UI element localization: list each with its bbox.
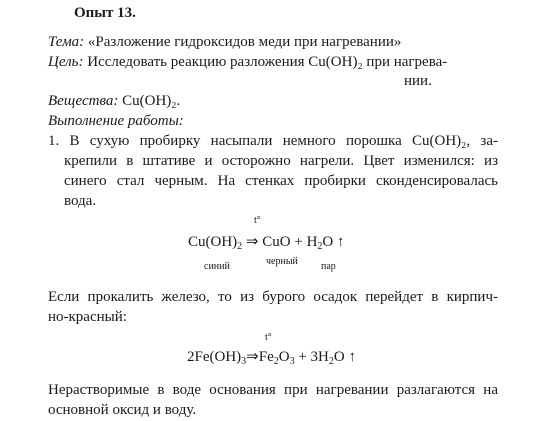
eq1-arrow: ⇒: [245, 234, 259, 250]
eq2-p1: Fe: [258, 349, 274, 365]
eq2-condition: t°: [265, 332, 272, 343]
step1-line-1: 1. В сухую пробирку насыпали немного порошка Cu(OH)₂, за-: [48, 133, 498, 149]
goal-text-1: Исследовать реакцию разложения Cu(OH)₂ при нагрева-: [87, 54, 448, 70]
eq2-p1-mid: O: [278, 349, 290, 365]
para2-line-1: Если прокалить железо, то из бурого осадок перейдет в кирпич-: [48, 289, 498, 305]
eq2-gas-arrow: ↑: [348, 349, 356, 365]
eq1-condition: t°: [254, 215, 261, 226]
eq1-reactant: Cu(OH): [188, 234, 238, 250]
topic-text: «Разложение гидроксидов меди при нагревании»: [84, 34, 402, 50]
eq2: [187, 347, 356, 367]
conclusion-line-2: основной оксид и воду.: [48, 402, 197, 418]
eq1: [188, 232, 345, 252]
substances-label: Вещества:: [48, 93, 119, 109]
eq2-left-sub: 3: [241, 356, 247, 367]
eq1-product2-sub: 2: [317, 241, 323, 252]
eq2-plus: +: [298, 349, 307, 365]
goal-label: Цель:: [48, 54, 84, 70]
eq1-label-reactant: синий: [204, 261, 230, 272]
eq1-product2: H: [306, 234, 318, 250]
eq2-p2: 3H: [310, 349, 329, 365]
step1-line-4: вода.: [64, 193, 97, 209]
eq2-arrow: ⇒: [246, 349, 259, 365]
topic-line: [48, 33, 401, 51]
experiment-title: Опыт 13.: [74, 5, 136, 21]
goal-text-2: нии.: [404, 73, 432, 89]
eq2-p1-sub1: 2: [273, 356, 279, 367]
goal-line: [48, 53, 498, 71]
eq2-left: 2Fe(OH): [187, 349, 242, 365]
eq2-p1-sub2: 3: [289, 356, 295, 367]
eq1-label-product1: черный: [266, 256, 298, 267]
step1-line-2: крепили в штативе и осторожно нагрели. Цвет изменился: из: [64, 153, 498, 169]
eq1-product2-tail: O: [322, 234, 334, 250]
substances-line: [48, 92, 180, 110]
substances-text: Cu(OH)₂.: [118, 93, 181, 109]
eq1-label-product2: пар: [321, 261, 336, 272]
eq1-gas-arrow: ↑: [337, 234, 345, 250]
step1-line-3: синего стал черным. На стенках пробирки сконденсировалась: [64, 173, 498, 189]
topic-label: Тема:: [48, 34, 85, 50]
eq1-reactant-sub: 2: [237, 241, 243, 252]
eq2-p2-sub: 2: [328, 356, 334, 367]
para2-line-2: но-красный:: [48, 309, 127, 325]
conclusion-line-1: Нерастворимые в воде основания при нагревании разлагаются на: [48, 382, 498, 398]
procedure-label: Выполнение работы:: [48, 113, 184, 129]
eq2-p2-tail: O: [333, 349, 345, 365]
eq1-plus: +: [294, 234, 303, 250]
eq1-product1: CuO: [262, 234, 291, 250]
